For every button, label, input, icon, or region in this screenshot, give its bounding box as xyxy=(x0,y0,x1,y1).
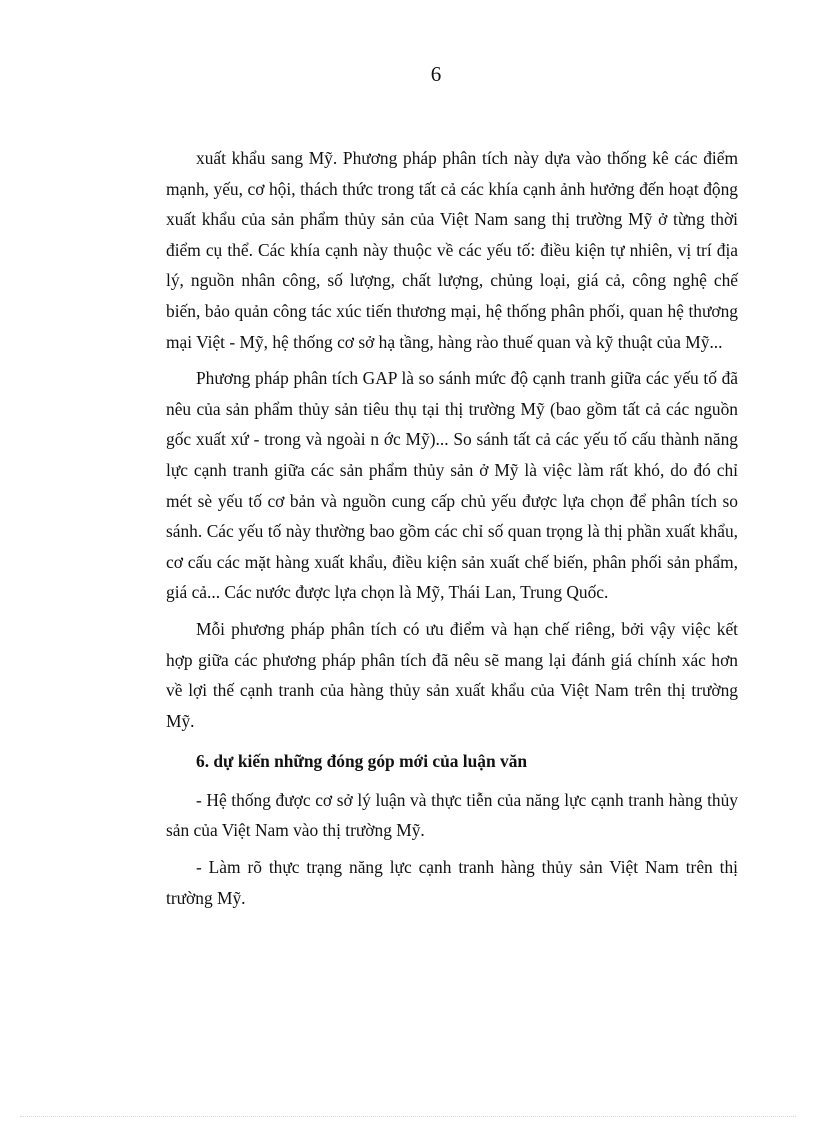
paragraph-method-combination: Mỗi phương pháp phân tích có ưu điểm và hạn chế riêng, bởi vậy việc kết hợp giữa các phương pháp phân tích đã nêu sẽ mang lại đánh giá chính xác hơn về lợi thế cạnh tranh của hàng thủy sản xuất khẩu của Việt Nam trên thị trường Mỹ. xyxy=(166,618,738,731)
document-body xyxy=(166,143,738,919)
page-bottom-divider xyxy=(20,1116,796,1117)
section-heading: 6. dự kiến những đóng góp mới của luận văn xyxy=(196,751,528,772)
paragraph-swot-continuation: xuất khẩu sang Mỹ. Phương pháp phân tích này dựa vào thống kê các điểm mạnh, yếu, cơ hội, thách thức trong tất cả các khía cạnh ảnh hưởng đến hoạt động xuất khẩu của sản phẩm thủy sản của Việt Nam sang thị trường Mỹ ở từng thời điểm cụ thể. Các khía cạnh này thuộc về các yếu tố: điều kiện tự nhiên, vị trí địa lý, nguồn nhân công, số lượng, chất lượng, chủng loại, giá cả, công nghệ chế biến, bảo quản công tác xúc tiến thương mại, hệ thống phân phối, quan hệ thương mại Việt - Mỹ, hệ thống cơ sở hạ tầng, hàng rào thuế quan và kỹ thuật của Mỹ... xyxy=(166,148,738,352)
page-number: 6 xyxy=(430,62,442,86)
contribution-item: - Hệ thống được cơ sở lý luận và thực tiễn của năng lực cạnh tranh hàng thủy sản của Việt Nam vào thị trường Mỹ. xyxy=(166,789,738,841)
contribution-item: - Làm rõ thực trạng năng lực cạnh tranh hàng thủy sản Việt Nam trên thị trường Mỹ. xyxy=(166,857,738,908)
paragraph-gap-analysis: Phương pháp phân tích GAP là so sánh mức độ cạnh tranh giữa các yếu tố đã nêu của sản phẩm thủy sản tiêu thụ tại thị trường Mỹ (bao gồm tất cả các nguồn gốc xuất xứ - trong và ngoài n ớc Mỹ)... So sánh tất cả các yếu tố cấu thành năng lực cạnh tranh giữa các sản phẩm thủy sản ở Mỹ là việc làm rất khó, do đó chỉ mét sè yếu tố cơ bản và nguồn cung cấp chủ yếu được lựa chọn để phân tích so sánh. Các yếu tố này thường bao gồm các chỉ số quan trọng là thị phần xuất khẩu, cơ cấu các mặt hàng xuất khẩu, điều kiện sản xuất chế biến, phân phối sản phẩm, giá cả... Các nước được lựa chọn là Mỹ, Thái Lan, Trung Quốc. xyxy=(166,368,738,603)
